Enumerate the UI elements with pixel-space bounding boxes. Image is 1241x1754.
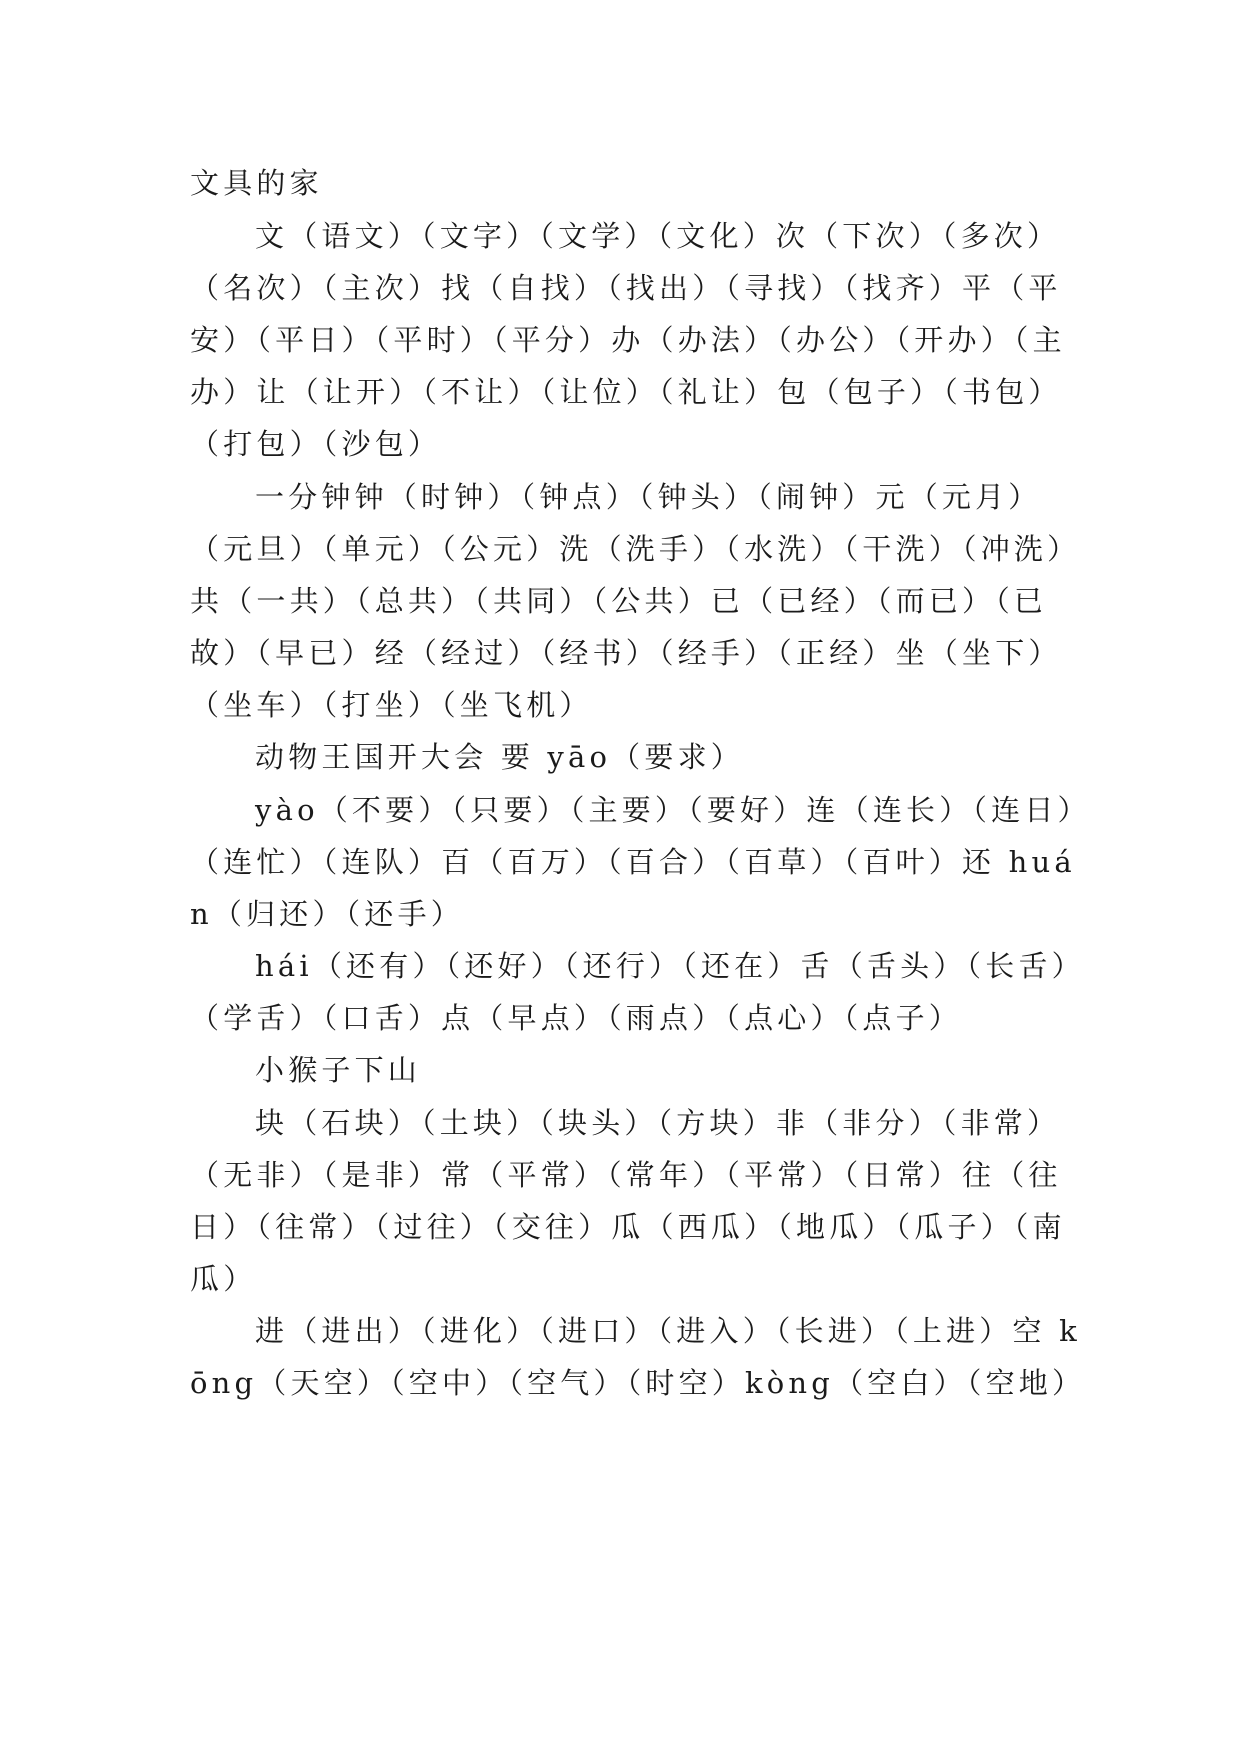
- paragraph-line: 文（语文）（文字）（文学）（文化）次（下次）（多次）: [255, 219, 1061, 253]
- paragraph-line: 进（进出）（进化）（进口）（进入）（长进）（上进）空 k: [255, 1314, 1081, 1348]
- paragraph-line: （元旦）（单元）（公元）洗（洗手）（水洗）（干洗）（冲洗）: [190, 532, 1081, 566]
- paragraph-line: 块（石块）（土块）（块头）（方块）非（非分）（非常）: [255, 1106, 1061, 1140]
- paragraph-line: 共（一共）（总共）（共同）（公共）已（已经）（而已）（已: [190, 584, 1048, 618]
- section-title-little-monkey: 小猴子下山: [255, 1053, 422, 1087]
- paragraph-line: 办）让（让开）（不让）（让位）（礼让）包（包子）（书包）: [190, 375, 1062, 409]
- section-title-stationery-home: 文具的家: [190, 166, 323, 200]
- paragraph-line: 安）（平日）（平时）（平分）办（办法）（办公）（开办）（主: [190, 323, 1066, 357]
- paragraph-line: （学舌）（口舌）点（早点）（雨点）（点心）（点子）: [190, 1001, 963, 1035]
- paragraph-line: （无非）（是非）常（平常）（常年）（平常）（日常）往（往: [190, 1158, 1062, 1192]
- paragraph-line: hái（还有）（还好）（还行）（还在）舌（舌头）（长舌）: [255, 949, 1085, 983]
- paragraph-line: 瓜）: [190, 1262, 257, 1296]
- paragraph-line: （打包）（沙包）: [190, 427, 442, 461]
- paragraph-line: yào（不要）（只要）（主要）（要好）连（连长）（连日）: [255, 793, 1091, 827]
- paragraph-line: ōng（天空）（空中）（空气）（时空）kòng（空白）（空地）: [190, 1366, 1086, 1400]
- paragraph-line: n（归还）（还手）: [190, 897, 464, 931]
- paragraph-line: （坐车）（打坐）（坐飞机）: [190, 688, 593, 722]
- paragraph-line: 故）（早已）经（经过）（经书）（经手）（正经）坐（坐下）: [190, 636, 1062, 670]
- paragraph-line: 日）（往常）（过往）（交往）瓜（西瓜）（地瓜）（瓜子）（南: [190, 1210, 1066, 1244]
- paragraph-line: （名次）（主次）找（自找）（找出）（寻找）（找齐）平（平: [190, 271, 1062, 305]
- section-title-animal-kingdom: 动物王国开大会 要 yāo（要求）: [255, 740, 744, 774]
- paragraph-line: （连忙）（连队）百（百万）（百合）（百草）（百叶）还 huá: [190, 845, 1076, 879]
- paragraph-line: 一分钟钟（时钟）（钟点）（钟头）（闹钟）元（元月）: [255, 480, 1042, 514]
